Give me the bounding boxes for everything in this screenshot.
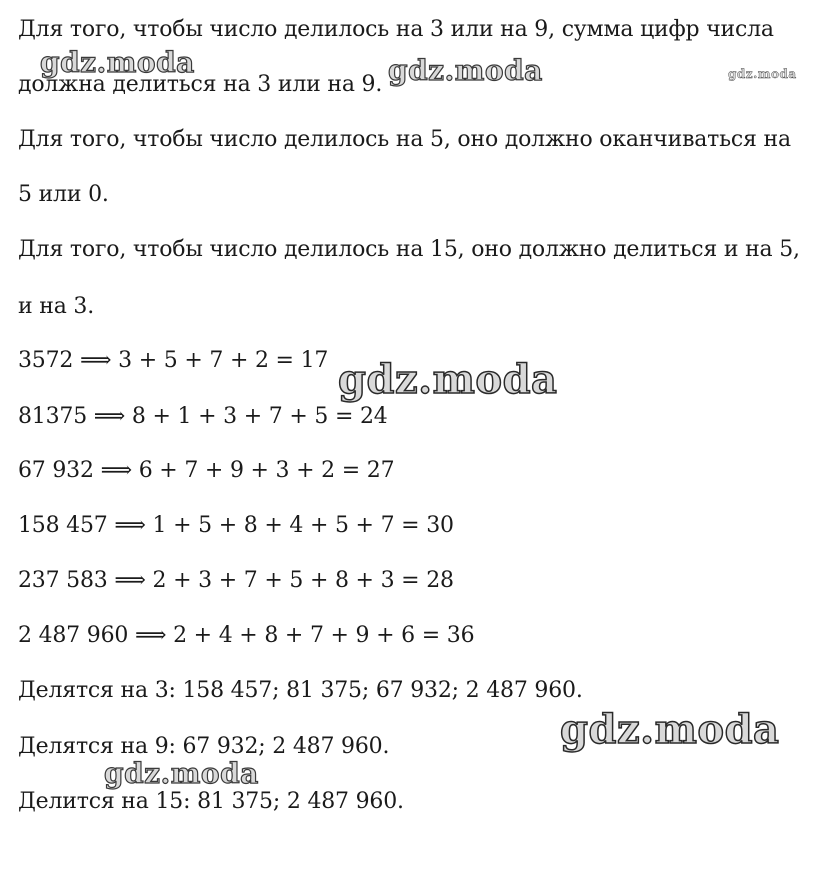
- rule-divisibility-5-continued: 5 или 0.: [18, 182, 109, 207]
- rule-divisibility-3-9: Для того, чтобы число делилось на 3 или на 9, сумма цифр числа: [18, 17, 774, 42]
- digit-sum-line: 67 932 ⟹ 6 + 7 + 9 + 3 + 2 = 27: [18, 458, 395, 483]
- digit-sum-line: 158 457 ⟹ 1 + 5 + 8 + 4 + 5 + 7 = 30: [18, 513, 454, 538]
- digit-sum-line: 237 583 ⟹ 2 + 3 + 7 + 5 + 8 + 3 = 28: [18, 568, 454, 593]
- digit-sum-line: 2 487 960 ⟹ 2 + 4 + 8 + 7 + 9 + 6 = 36: [18, 623, 475, 648]
- watermark: gdz.moda: [560, 706, 780, 753]
- watermark: gdz.moda: [728, 67, 797, 81]
- watermark: gdz.moda: [338, 356, 558, 403]
- digit-sum-line: 81375 ⟹ 8 + 1 + 3 + 7 + 5 = 24: [18, 404, 388, 429]
- watermark: gdz.moda: [40, 46, 195, 79]
- rule-divisibility-3-9-continued: должна делиться на 3 или на 9.: [18, 72, 383, 97]
- rule-divisibility-5: Для того, чтобы число делилось на 5, оно должно оканчиваться на: [18, 127, 791, 152]
- conclusion-divisible-by-9: Делятся на 9: 67 932; 2 487 960.: [18, 734, 390, 759]
- digit-sum-line: 3572 ⟹ 3 + 5 + 7 + 2 = 17: [18, 348, 329, 373]
- conclusion-divisible-by-3: Делятся на 3: 158 457; 81 375; 67 932; 2 487 960.: [18, 678, 583, 703]
- conclusion-divisible-by-15: Делится на 15: 81 375; 2 487 960.: [18, 789, 404, 814]
- rule-divisibility-15: Для того, чтобы число делилось на 15, оно должно делиться и на 5,: [18, 237, 800, 262]
- watermark: gdz.moda: [104, 757, 259, 790]
- rule-divisibility-15-continued: и на 3.: [18, 294, 95, 319]
- watermark: gdz.moda: [388, 54, 543, 87]
